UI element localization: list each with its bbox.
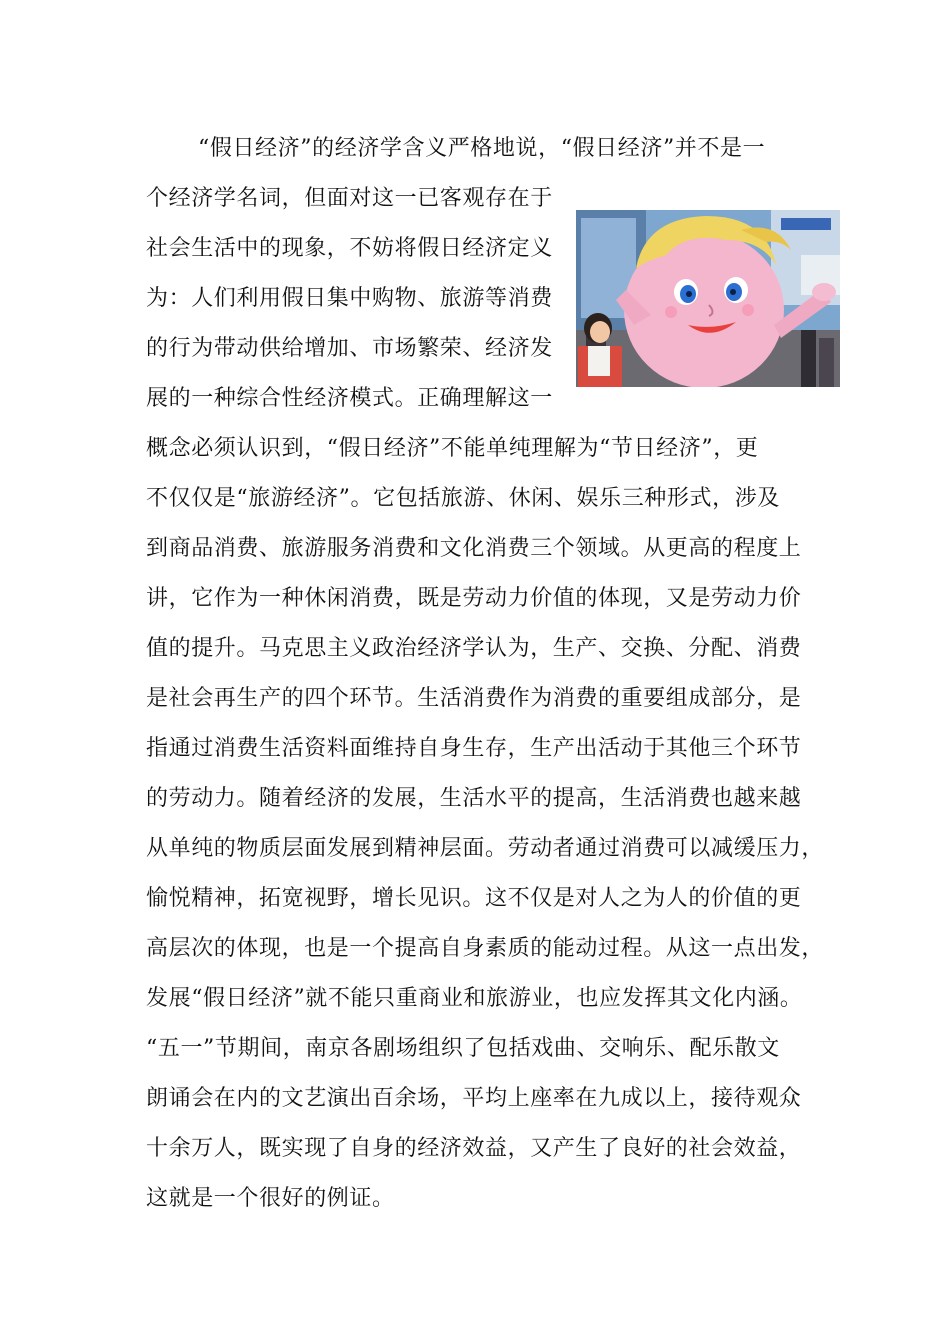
inflatable-doll-photo-icon <box>576 210 840 387</box>
paragraph-line: 发展“假日经济”就不能只重商业和旅游业，也应发挥其文化内涵。 <box>146 986 803 1011</box>
paragraph-line: 个经济学名词，但面对这一已客观存在于 <box>146 186 553 211</box>
paragraph-line: 从单纯的物质层面发展到精神层面。劳动者通过消费可以减缓压力， <box>146 836 825 861</box>
paragraph-line: 展的一种综合性经济模式。正确理解这一 <box>146 386 553 411</box>
paragraph-line: 是社会再生产的四个环节。生活消费作为消费的重要组成部分，是 <box>146 686 802 711</box>
paragraph-line: “假日经济”的经济学含义严格地说，“假日经济”并不是一 <box>198 136 766 161</box>
paragraph-line: 社会生活中的现象，不妨将假日经济定义 <box>146 236 553 261</box>
paragraph-line: 讲，它作为一种休闲消费，既是劳动力价值的体现，又是劳动力价 <box>146 586 802 611</box>
paragraph-line: 高层次的体现，也是一个提高自身素质的能动过程。从这一点出发， <box>146 936 825 961</box>
paragraph-line: 这就是一个很好的例证。 <box>146 1186 395 1211</box>
paragraph-line: 值的提升。马克思主义政治经济学认为，生产、交换、分配、消费 <box>146 636 802 661</box>
paragraph-line: 愉悦精神，拓宽视野，增长见识。这不仅是对人之为人的价值的更 <box>146 886 802 911</box>
paragraph-line: “五一”节期间，南京各剧场组织了包括戏曲、交响乐、配乐散文 <box>146 1036 780 1061</box>
paragraph-line: 概念必须认识到，“假日经济”不能单纯理解为“节日经济”，更 <box>146 436 759 461</box>
paragraph-line: 朗诵会在内的文艺演出百余场，平均上座率在九成以上，接待观众 <box>146 1086 802 1111</box>
inflatable-doll-photo <box>576 210 840 387</box>
paragraph-line: 到商品消费、旅游服务消费和文化消费三个领域。从更高的程度上 <box>146 536 802 561</box>
paragraph-line: 十余万人，既实现了自身的经济效益，又产生了良好的社会效益， <box>146 1136 802 1161</box>
paragraph-line: 的行为带动供给增加、市场繁荣、经济发 <box>146 336 553 361</box>
paragraph-line: 指通过消费生活资料面维持自身生存，生产出活动于其他三个环节 <box>146 736 802 761</box>
paragraph-line: 不仅仅是“旅游经济”。它包括旅游、休闲、娱乐三种形式，涉及 <box>146 486 780 511</box>
paragraph-line: 的劳动力。随着经济的发展，生活水平的提高，生活消费也越来越 <box>146 786 802 811</box>
paragraph-line: 为：人们利用假日集中购物、旅游等消费 <box>146 286 553 311</box>
